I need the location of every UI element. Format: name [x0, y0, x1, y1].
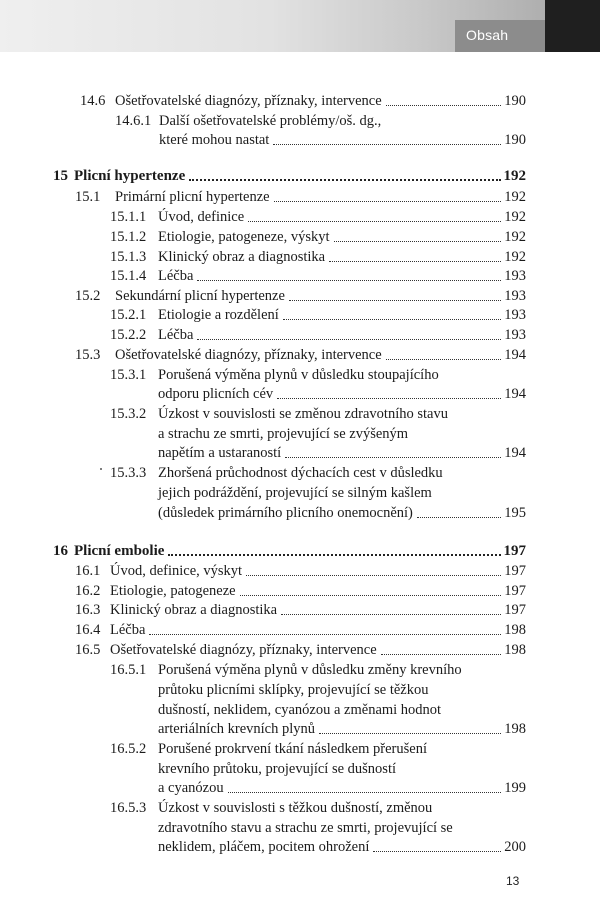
- entry-title: Ošetřovatelské diagnózy, příznaky, intervence: [115, 347, 382, 363]
- entry-title-line: (důsledek primárního plicního onemocnění): [158, 505, 413, 521]
- entry-number: 16.5: [75, 642, 101, 658]
- dot-leader: [386, 346, 502, 360]
- print-speck: [100, 468, 102, 470]
- entry-title-line: arteriálních krevních plynů: [158, 721, 316, 737]
- entry-title: Léčba: [158, 327, 194, 343]
- toc-entry: [75, 581, 526, 601]
- toc-entry: [75, 345, 526, 365]
- entry-number: 16.5.1: [110, 662, 147, 678]
- entry-title: Primární plicní hypertenze: [115, 189, 270, 205]
- toc-entry: [80, 91, 526, 111]
- entry-title: Klinický obraz a diagnostika: [158, 249, 326, 265]
- chapter-number: 16: [53, 543, 68, 559]
- toc-entry-continuation: [158, 503, 526, 523]
- entry-title-line: napětím a ustaraností: [158, 445, 282, 461]
- dot-leader: [289, 287, 501, 301]
- toc-entry: [75, 640, 526, 660]
- entry-number: 15.1.4: [110, 268, 147, 284]
- entry-title-line: a strachu ze smrti, projevující se zvýšeným: [158, 426, 409, 442]
- dot-leader: [273, 131, 501, 145]
- toc-entry: [110, 739, 427, 759]
- entry-title: Sekundární plicní hypertenze: [115, 288, 285, 304]
- entry-page: 193: [504, 288, 526, 304]
- entry-page: 199: [504, 780, 526, 796]
- entry-title-line: zdravotního stavu a strachu ze smrti, projevující se: [158, 820, 453, 836]
- dot-leader: [277, 385, 501, 399]
- toc-entry: [115, 111, 381, 131]
- entry-title-line: krevního průtoku, projevující se dušností: [158, 761, 397, 777]
- entry-number: 16.5.2: [110, 741, 147, 757]
- entry-page: 190: [504, 132, 526, 148]
- entry-number: 16.1: [75, 563, 101, 579]
- entry-number: 15.1: [75, 189, 101, 205]
- entry-title-line: průtoku plicními sklípky, projevující se těžkou: [158, 682, 429, 698]
- toc-entry: [110, 365, 439, 385]
- entry-page: 194: [504, 347, 526, 363]
- toc-chapter: [53, 541, 526, 561]
- entry-title-line: dušností, neklidem, cyanózou a změnami hodnot: [158, 702, 442, 718]
- dot-leader: [149, 621, 501, 635]
- toc-entry: [110, 247, 526, 267]
- entry-title: Léčba: [158, 268, 194, 284]
- entry-page: 193: [504, 268, 526, 284]
- dot-leader: [248, 208, 501, 222]
- entry-number: 15.1.1: [110, 209, 147, 225]
- entry-page: 194: [504, 386, 526, 402]
- entry-title-line: odporu plicních cév: [158, 386, 274, 402]
- entry-page: 192: [504, 209, 526, 225]
- toc-chapter: [53, 166, 526, 186]
- toc-entry-continuation: [158, 719, 526, 739]
- entry-number: 16.4: [75, 622, 101, 638]
- entry-number: 15.1.3: [110, 249, 147, 265]
- entry-number: 15.2.1: [110, 307, 147, 323]
- dot-leader: [381, 641, 502, 655]
- entry-title: Etiologie, patogeneze: [110, 583, 236, 599]
- entry-number: 15.3: [75, 347, 101, 363]
- entry-number: 16.5.3: [110, 800, 147, 816]
- entry-title: Léčba: [110, 622, 146, 638]
- entry-page: 198: [504, 622, 526, 638]
- entry-page: 193: [504, 327, 526, 343]
- toc-entry: [75, 620, 526, 640]
- toc-entry: [110, 660, 462, 680]
- dot-leader: [189, 166, 500, 181]
- toc-entry-continuation: [158, 384, 526, 404]
- entry-page: 197: [504, 563, 526, 579]
- dot-leader: [386, 92, 502, 106]
- toc-entry: [110, 227, 526, 247]
- dot-leader: [197, 326, 501, 340]
- entry-title: Etiologie a rozdělení: [158, 307, 279, 323]
- dot-leader: [168, 541, 500, 556]
- entry-title-line: a cyanózou: [158, 780, 224, 796]
- dot-leader: [319, 720, 501, 734]
- entry-title-line: Porušená výměna plynů v důsledku změny krevního: [158, 662, 462, 678]
- entry-title-line: neklidem, pláčem, pocitem ohrožení: [158, 839, 370, 855]
- entry-title-line: Zhoršená průchodnost dýchacích cest v důsledku: [158, 465, 443, 481]
- chapter-title: Plicní hypertenze: [74, 168, 186, 184]
- entry-number: 15.2.2: [110, 327, 147, 343]
- entry-page: 195: [504, 505, 526, 521]
- toc-entry-continuation: [158, 778, 526, 798]
- entry-page: 192: [504, 249, 526, 265]
- entry-title: Ošetřovatelské diagnózy, příznaky, intervence: [110, 642, 377, 658]
- chapter-page: 192: [503, 168, 526, 184]
- dot-leader: [373, 838, 501, 852]
- entry-title: Etiologie, patogeneze, výskyt: [158, 229, 330, 245]
- toc-entry: [75, 286, 526, 306]
- entry-title-line: Úzkost v souvislosti se změnou zdravotního stavu: [158, 406, 448, 422]
- page-number: 13: [506, 874, 520, 888]
- dot-leader: [329, 248, 501, 262]
- chapter-page: 197: [503, 543, 526, 559]
- entry-title-line: Porušené prokrvení tkání následkem přerušení: [158, 741, 427, 757]
- entry-title-line: Úzkost v souvislosti s těžkou dušností, změnou: [158, 800, 433, 816]
- entry-page: 200: [504, 839, 526, 855]
- entry-number: 15.1.2: [110, 229, 147, 245]
- entry-title-line: které mohou nastat: [159, 132, 270, 148]
- entry-page: 197: [504, 583, 526, 599]
- toc-entry-continuation: [159, 130, 526, 150]
- toc-entry: [110, 305, 526, 325]
- entry-title: Ošetřovatelské diagnózy, příznaky, intervence: [115, 93, 382, 109]
- chapter-number: 15: [53, 168, 68, 184]
- dot-leader: [228, 779, 502, 793]
- entry-number: 14.6.1: [115, 113, 152, 129]
- entry-page: 192: [504, 189, 526, 205]
- chapter-title: Plicní embolie: [74, 543, 165, 559]
- entry-number: 15.3.2: [110, 406, 147, 422]
- section-header-label: Obsah: [466, 27, 509, 43]
- toc-entry: [110, 798, 432, 818]
- entry-page: 194: [504, 445, 526, 461]
- toc-entry: [75, 187, 526, 207]
- entry-number: 16.3: [75, 602, 101, 618]
- toc-entry: [110, 207, 526, 227]
- entry-page: 192: [504, 229, 526, 245]
- entry-number: 16.2: [75, 583, 101, 599]
- dot-leader: [274, 188, 502, 202]
- entry-number: 14.6: [80, 93, 106, 109]
- toc-entry-continuation: [158, 443, 526, 463]
- entry-title-line: jejich podráždění, projevující se silným kašlem: [158, 485, 432, 501]
- dot-leader: [417, 504, 501, 518]
- entry-title-line: Porušená výměna plynů v důsledku stoupajícího: [158, 367, 439, 383]
- toc-entry: [110, 266, 526, 286]
- entry-title: Úvod, definice: [158, 209, 245, 225]
- toc-entry: [75, 600, 526, 620]
- entry-page: 198: [504, 642, 526, 658]
- entry-number: 15.3.1: [110, 367, 147, 383]
- toc-entry: [75, 561, 526, 581]
- entry-page: 197: [504, 602, 526, 618]
- dot-leader: [240, 582, 502, 596]
- entry-page: 193: [504, 307, 526, 323]
- entry-number: 15.3.3: [110, 465, 147, 481]
- toc-entry: [110, 404, 448, 424]
- dot-leader: [197, 267, 501, 281]
- entry-page: 190: [504, 93, 526, 109]
- toc-entry-continuation: [158, 837, 526, 857]
- dot-leader: [281, 601, 501, 615]
- toc-entry: [110, 463, 443, 483]
- dot-leader: [283, 306, 501, 320]
- dot-leader: [334, 228, 502, 242]
- toc-entry: [110, 325, 526, 345]
- dot-leader: [285, 444, 501, 458]
- entry-title: Klinický obraz a diagnostika: [110, 602, 278, 618]
- entry-page: 198: [504, 721, 526, 737]
- entry-title: Úvod, definice, výskyt: [110, 563, 243, 579]
- entry-number: 15.2: [75, 288, 101, 304]
- dot-leader: [246, 562, 501, 576]
- entry-title-line: Další ošetřovatelské problémy/oš. dg.,: [159, 113, 382, 129]
